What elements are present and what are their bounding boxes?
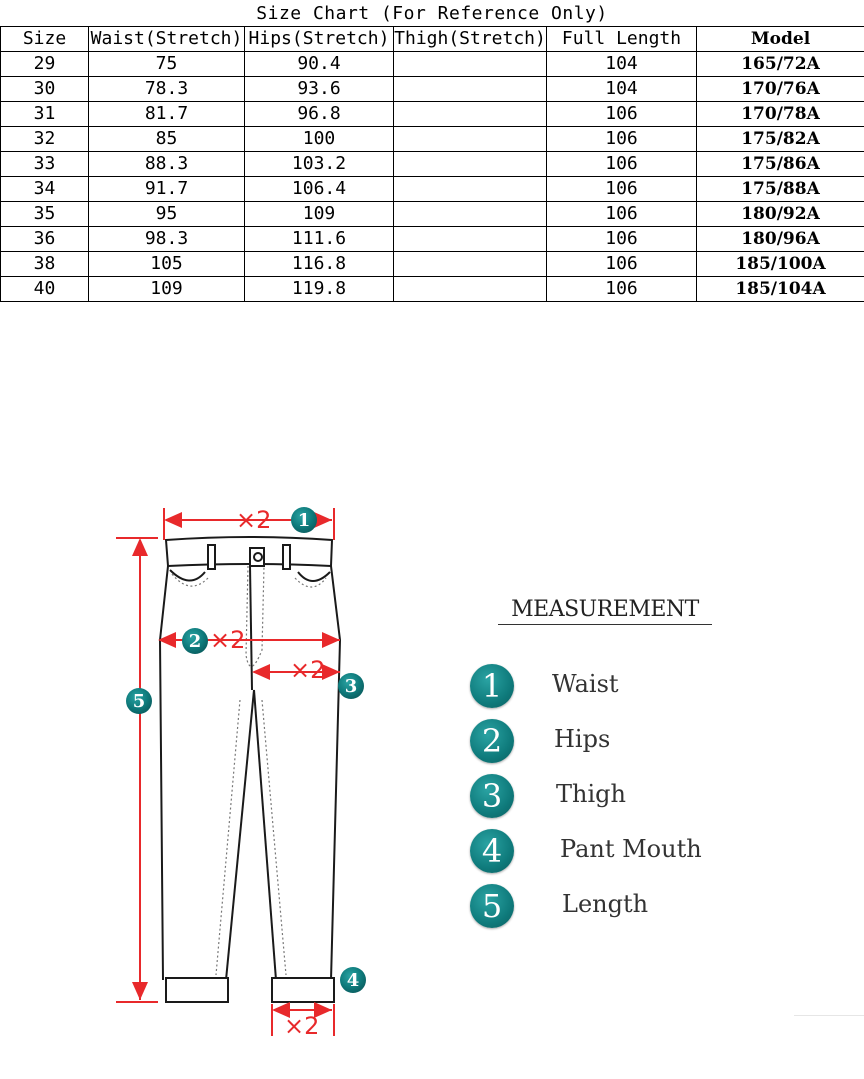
badge-length-icon <box>126 688 152 714</box>
cell-full-length: 106 <box>547 252 697 277</box>
column-header-thigh: Thigh(Stretch) <box>394 27 547 52</box>
column-header-full-length: Full Length <box>547 27 697 52</box>
thigh-multiplier-label: ×2 <box>290 656 326 684</box>
badge-4-icon: 4 <box>470 829 514 873</box>
table-row <box>1 202 864 227</box>
cell-size: 30 <box>1 77 89 102</box>
cell-hips: 103.2 <box>245 152 394 177</box>
cell-thigh <box>394 102 547 127</box>
cell-size: 35 <box>1 202 89 227</box>
corner-divider <box>794 1015 864 1016</box>
legend-item-pant-mouth <box>470 829 770 873</box>
cell-full-length: 106 <box>547 277 697 302</box>
badge-waist-icon <box>291 507 317 533</box>
svg-text:2: 2 <box>188 631 202 652</box>
cell-full-length: 106 <box>547 127 697 152</box>
legend-label-thigh: Thigh <box>556 780 626 808</box>
cell-waist: 109 <box>89 277 245 302</box>
pants-measurement-diagram <box>0 490 420 1050</box>
legend-label-pant-mouth: Pant Mouth <box>560 835 702 863</box>
pants-stitching <box>172 566 326 975</box>
cell-hips: 106.4 <box>245 177 394 202</box>
table-row <box>1 252 864 277</box>
cell-waist: 85 <box>89 127 245 152</box>
cell-hips: 96.8 <box>245 102 394 127</box>
column-header-waist: Waist(Stretch) <box>89 27 245 52</box>
column-header-size: Size <box>1 27 89 52</box>
legend-label-length: Length <box>562 890 649 918</box>
cell-thigh <box>394 227 547 252</box>
cell-model: 175/82A <box>697 127 864 152</box>
badge-3-icon: 3 <box>470 774 514 818</box>
cell-model: 185/100A <box>697 252 864 277</box>
cell-size: 32 <box>1 127 89 152</box>
cell-hips: 119.8 <box>245 277 394 302</box>
cell-waist: 88.3 <box>89 152 245 177</box>
cell-waist: 91.7 <box>89 177 245 202</box>
cell-full-length: 104 <box>547 77 697 102</box>
legend-item-length <box>470 884 770 928</box>
cell-hips: 111.6 <box>245 227 394 252</box>
table-row <box>1 102 864 127</box>
legend-item-thigh <box>470 774 770 818</box>
badge-1-icon: 1 <box>470 664 514 708</box>
svg-text:4: 4 <box>346 970 360 991</box>
cell-thigh <box>394 202 547 227</box>
svg-text:5: 5 <box>132 691 146 712</box>
cell-hips: 90.4 <box>245 52 394 77</box>
cell-thigh <box>394 52 547 77</box>
cell-model: 185/104A <box>697 277 864 302</box>
cell-model: 175/86A <box>697 152 864 177</box>
cell-waist: 75 <box>89 52 245 77</box>
cell-hips: 100 <box>245 127 394 152</box>
cell-model: 180/92A <box>697 202 864 227</box>
cell-full-length: 106 <box>547 177 697 202</box>
cell-model: 170/76A <box>697 77 864 102</box>
badge-5-icon: 5 <box>470 884 514 928</box>
cell-thigh <box>394 177 547 202</box>
cell-full-length: 106 <box>547 202 697 227</box>
cell-size: 40 <box>1 277 89 302</box>
table-row <box>1 127 864 152</box>
legend-label-waist: Waist <box>552 670 619 698</box>
cell-hips: 109 <box>245 202 394 227</box>
legend-item-waist <box>470 664 770 708</box>
cell-size: 33 <box>1 152 89 177</box>
cell-waist: 98.3 <box>89 227 245 252</box>
badge-thigh-icon <box>338 673 364 699</box>
pants-outline <box>160 537 340 1002</box>
table-header-row <box>1 27 864 52</box>
column-header-hips: Hips(Stretch) <box>245 27 394 52</box>
cell-full-length: 106 <box>547 227 697 252</box>
legend-item-hips <box>470 719 770 763</box>
cell-thigh <box>394 152 547 177</box>
table-row <box>1 177 864 202</box>
hips-multiplier-label: ×2 <box>210 626 246 654</box>
cell-hips: 93.6 <box>245 77 394 102</box>
cell-size: 34 <box>1 177 89 202</box>
cell-size: 36 <box>1 227 89 252</box>
cell-model: 180/96A <box>697 227 864 252</box>
svg-text:1: 1 <box>297 510 311 531</box>
badge-2-icon: 2 <box>470 719 514 763</box>
cell-full-length: 106 <box>547 152 697 177</box>
mouth-multiplier-label: ×2 <box>284 1012 320 1040</box>
svg-text:3: 3 <box>344 676 358 697</box>
table-row <box>1 77 864 102</box>
cell-waist: 81.7 <box>89 102 245 127</box>
cell-hips: 116.8 <box>245 252 394 277</box>
cell-model: 165/72A <box>697 52 864 77</box>
cell-waist: 105 <box>89 252 245 277</box>
legend-label-hips: Hips <box>554 725 611 753</box>
badge-hips-icon <box>182 628 208 654</box>
cell-thigh <box>394 277 547 302</box>
cell-thigh <box>394 127 547 152</box>
cell-full-length: 104 <box>547 52 697 77</box>
badge-mouth-icon <box>340 967 366 993</box>
table-row <box>1 52 864 77</box>
table-row <box>1 227 864 252</box>
cell-model: 170/78A <box>697 102 864 127</box>
cell-waist: 95 <box>89 202 245 227</box>
table-row <box>1 277 864 302</box>
size-chart-table <box>0 26 864 302</box>
cell-waist: 78.3 <box>89 77 245 102</box>
waist-multiplier-label: ×2 <box>236 506 272 534</box>
cell-thigh <box>394 252 547 277</box>
cell-thigh <box>394 77 547 102</box>
size-chart-title: Size Chart (For Reference Only) <box>256 3 608 24</box>
cell-model: 175/88A <box>697 177 864 202</box>
table-row <box>1 152 864 177</box>
cell-size: 38 <box>1 252 89 277</box>
cell-full-length: 106 <box>547 102 697 127</box>
column-header-model: Model <box>697 27 864 52</box>
cell-size: 29 <box>1 52 89 77</box>
cell-size: 31 <box>1 102 89 127</box>
measurement-legend-title: MEASUREMENT <box>498 596 712 625</box>
